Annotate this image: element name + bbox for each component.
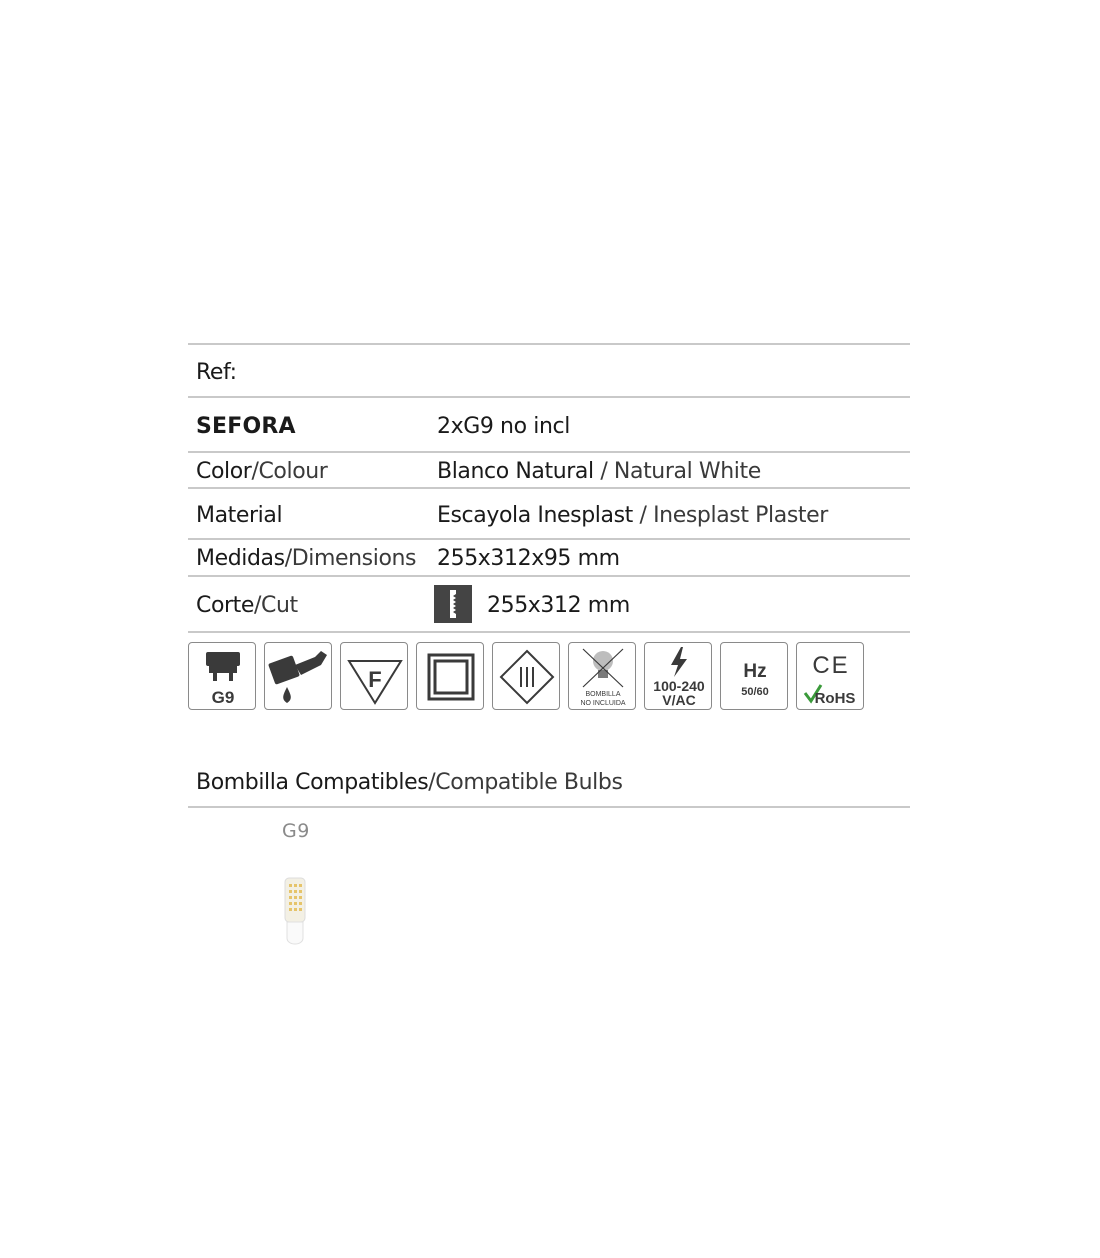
cut-value-text: 255x312 mm xyxy=(487,593,630,618)
table-rule xyxy=(188,451,910,453)
compatible-rule xyxy=(188,806,910,808)
compatible-bulb-label[interactable]: G9 xyxy=(282,820,310,842)
dimensions-label xyxy=(196,548,416,570)
class-ii-icon xyxy=(416,642,484,710)
f-mark-icon xyxy=(340,642,408,710)
compatible-title-es: Bombilla Compatibles xyxy=(196,770,429,795)
g9-bulb-image[interactable] xyxy=(283,876,307,946)
f-icon-text: F xyxy=(368,667,382,692)
compatible-bulbs-title xyxy=(196,772,623,794)
class-iii-icon xyxy=(492,642,560,710)
cut-label-en: /Cut xyxy=(254,593,298,618)
ce-rohs-icon xyxy=(796,642,864,710)
cut-value xyxy=(487,595,630,617)
frequency-line1: Hz xyxy=(743,661,767,682)
rohs-text: RoHS xyxy=(814,690,856,707)
table-rule xyxy=(188,396,910,398)
dimensions-value xyxy=(437,548,620,570)
color-value-en: / Natural White xyxy=(593,459,761,484)
table-rule xyxy=(188,487,910,489)
voltage-icon xyxy=(644,642,712,710)
material-value-en: / Inesplast Plaster xyxy=(632,503,828,528)
table-rule xyxy=(188,575,910,577)
paintable-icon xyxy=(264,642,332,710)
g9-socket-icon xyxy=(188,642,256,710)
compatible-title-en: /Compatible Bulbs xyxy=(428,770,623,795)
bulb-not-included-line1: BOMBILLA xyxy=(585,691,621,698)
g9-icon-text: G9 xyxy=(211,688,235,707)
material-value xyxy=(437,505,828,527)
bulb-spec-text: 2xG9 no incl xyxy=(437,414,570,439)
dimensions-label-en: /Dimensions xyxy=(284,546,417,571)
color-label-es: Color xyxy=(196,459,252,484)
color-label-en: /Colour xyxy=(251,459,328,484)
table-rule xyxy=(188,538,910,540)
ce-text: CE xyxy=(812,652,850,679)
material-label-text: Material xyxy=(196,503,283,528)
bulb-not-included-line2: NO INCLUIDA xyxy=(580,700,626,707)
cut-label-es: Corte xyxy=(196,593,255,618)
material-label xyxy=(196,505,282,527)
saw-cut-icon xyxy=(434,585,472,623)
dimensions-value-text: 255x312x95 mm xyxy=(437,546,620,571)
frequency-icon xyxy=(720,642,788,710)
bulb-spec-value xyxy=(437,416,570,438)
material-value-es: Escayola Inesplast xyxy=(437,503,633,528)
frequency-line2: 50/60 xyxy=(741,686,769,698)
cut-label xyxy=(196,595,298,617)
color-label xyxy=(196,461,327,483)
product-name: SEFORA xyxy=(196,414,296,439)
color-value-es: Blanco Natural xyxy=(437,459,594,484)
voltage-line2: V/AC xyxy=(662,692,696,708)
voltage-line1: 100-240 xyxy=(653,678,705,694)
bulb-not-included-icon xyxy=(568,642,636,710)
dimensions-label-es: Medidas xyxy=(196,546,285,571)
table-top-rule xyxy=(188,343,910,345)
table-rule xyxy=(188,631,910,633)
ref-label: Ref: xyxy=(196,360,237,385)
color-value xyxy=(437,461,761,483)
